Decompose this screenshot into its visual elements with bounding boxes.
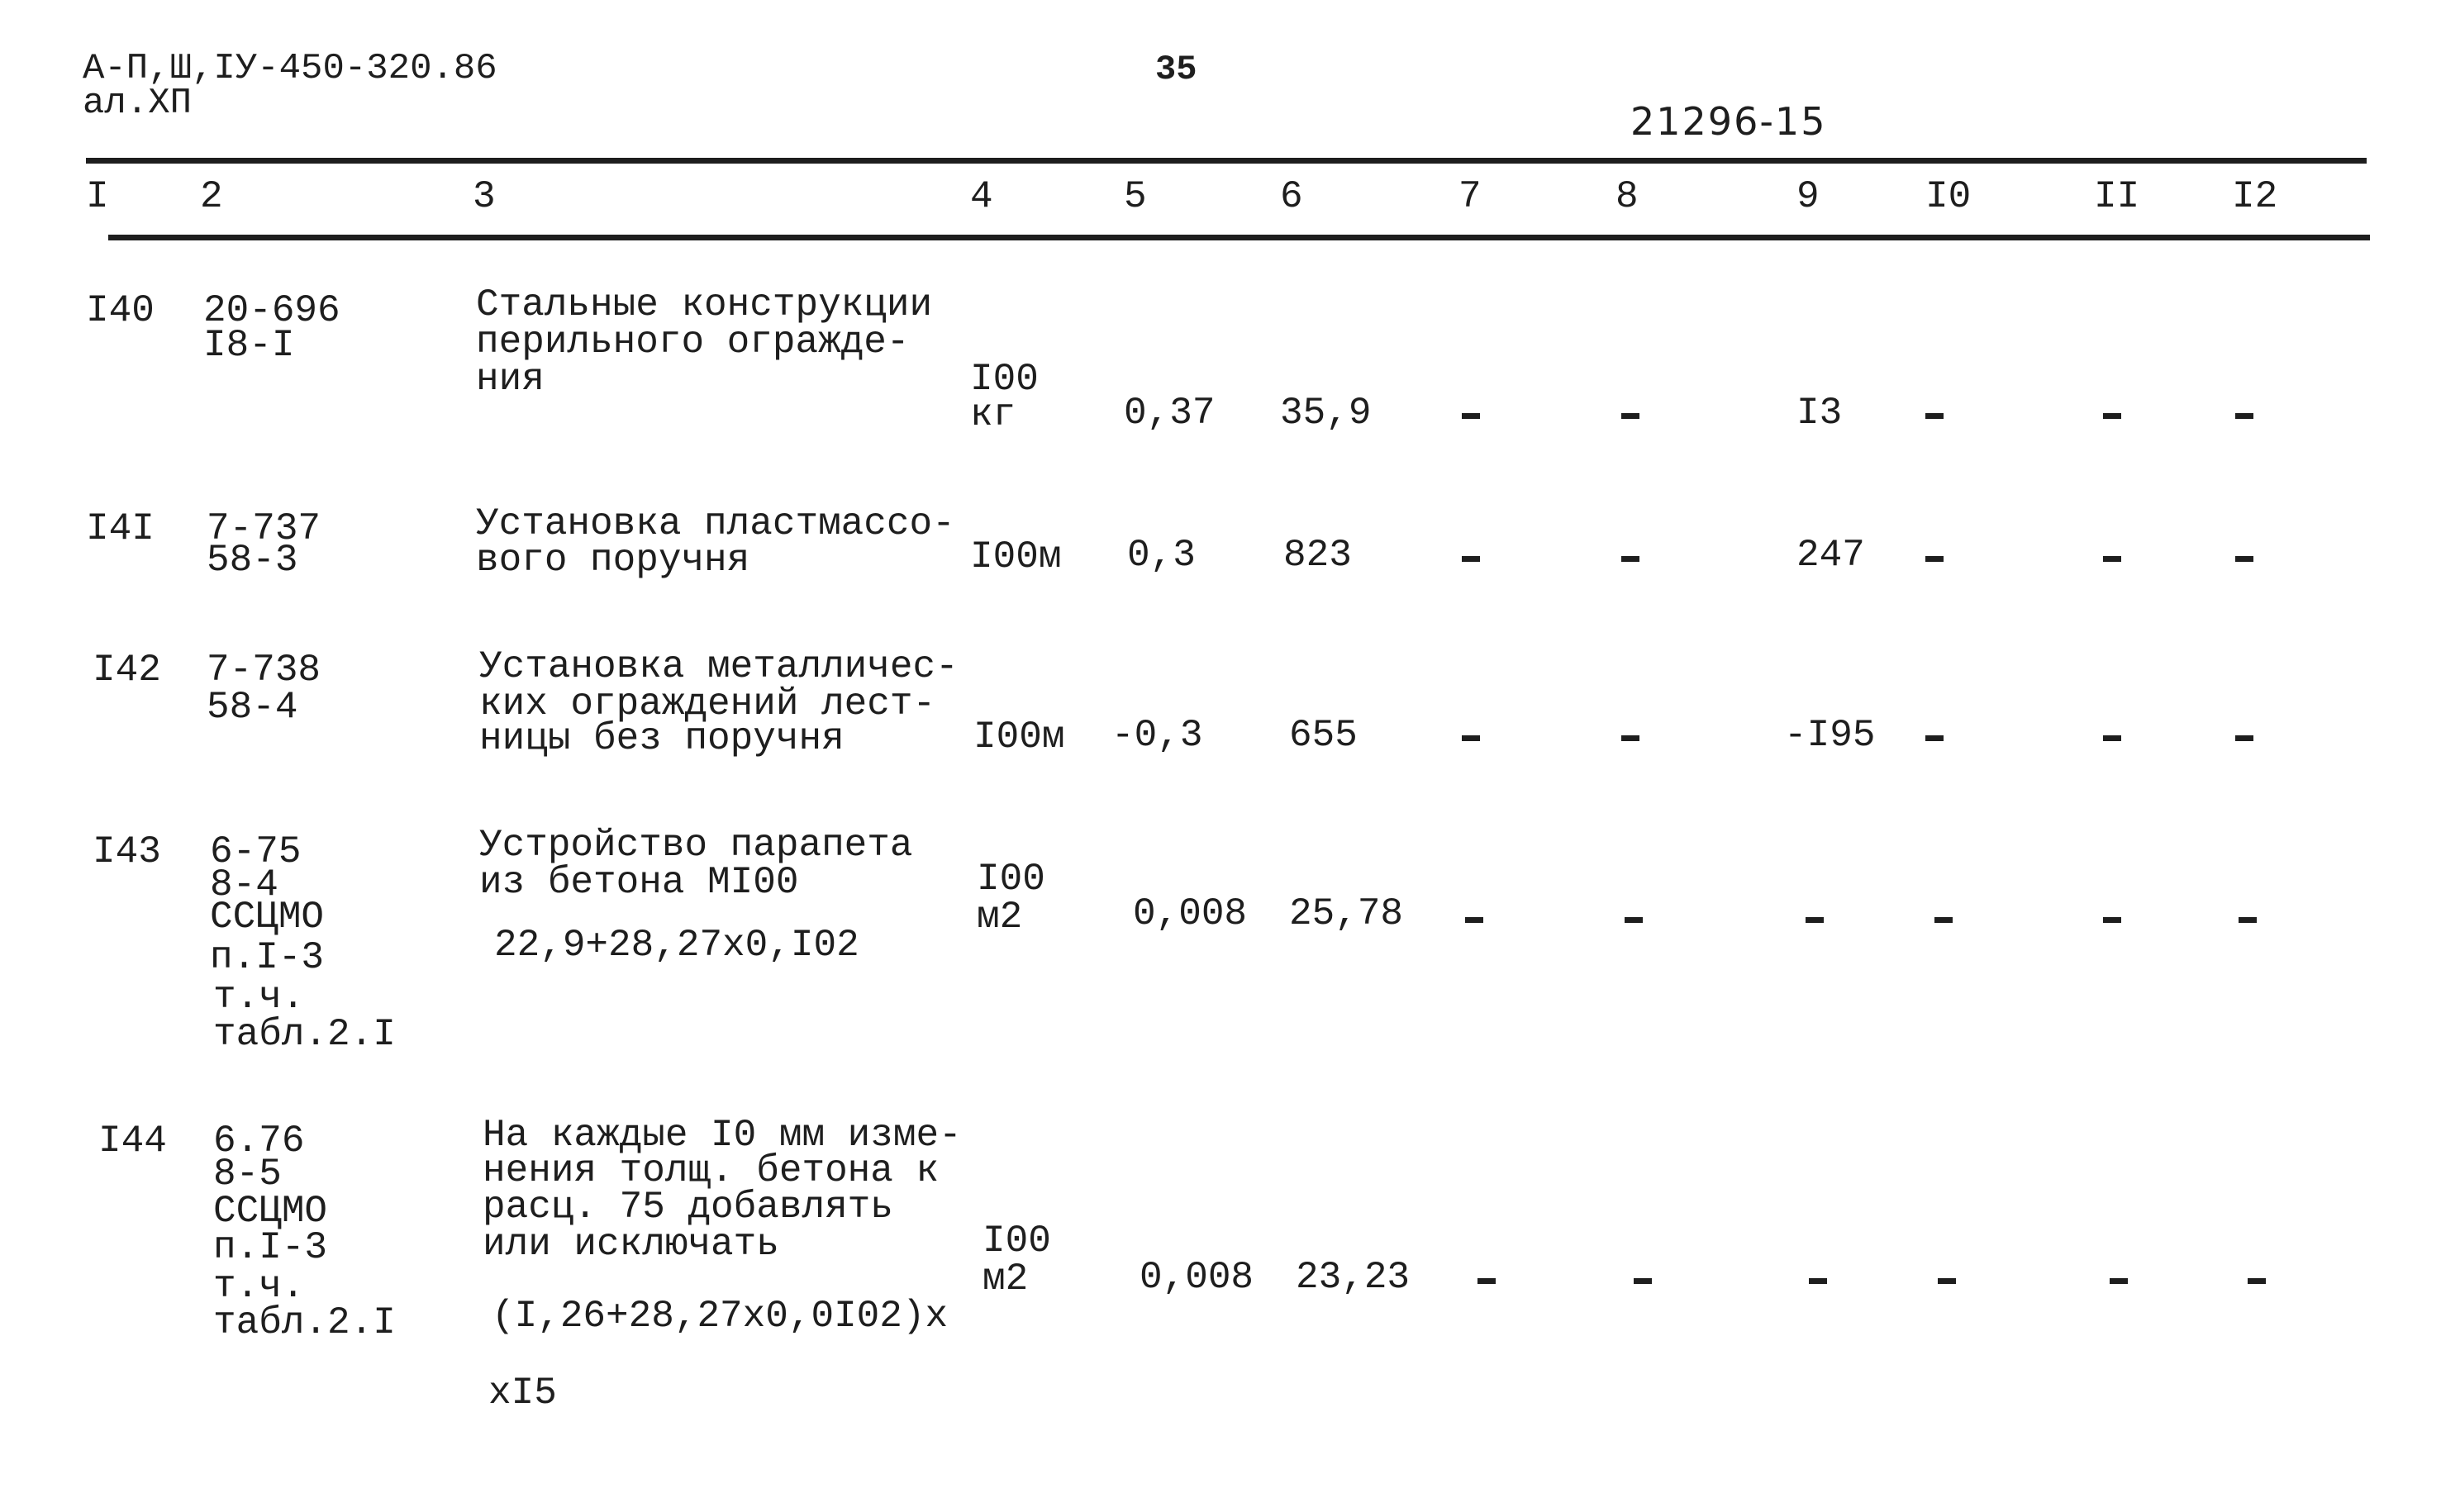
work-description: Стальные конструкции <box>476 283 933 326</box>
norm-code: 58-4 <box>207 686 298 729</box>
column-header: 6 <box>1280 175 1303 218</box>
norm-code: 7-738 <box>207 649 321 692</box>
page-number: 35 <box>1155 50 1197 89</box>
col12-dash <box>2235 413 2253 419</box>
document-code: А-П,Ш,ІУ-450-320.86 <box>83 48 497 89</box>
norm-code: 58-3 <box>207 539 298 582</box>
col8-dash <box>1625 917 1643 923</box>
col9-dash <box>1809 1278 1827 1284</box>
norm-code: табл.2.I <box>213 1301 396 1344</box>
norm-code: 20-696 <box>203 289 340 332</box>
column-header: 3 <box>473 175 496 218</box>
work-description: Установка металличес- <box>479 645 959 688</box>
work-description: ния <box>476 358 545 401</box>
col5-value: 0,3 <box>1127 534 1196 577</box>
column-header: 2 <box>200 175 223 218</box>
col7-dash <box>1465 917 1483 923</box>
norm-code: т.ч. <box>213 1265 305 1308</box>
col5-value: -0,3 <box>1111 714 1203 757</box>
col6-value: 25,78 <box>1289 892 1404 935</box>
col8-dash <box>1621 413 1639 419</box>
unit: I00м <box>973 716 1065 758</box>
col12-dash <box>2248 1278 2266 1284</box>
column-header: I <box>86 175 109 218</box>
column-header: 9 <box>1796 175 1820 218</box>
col11-dash <box>2103 917 2121 923</box>
calculation-formula: 22,9+28,27х0,I02 <box>494 924 859 967</box>
norm-code: 7-737 <box>207 507 321 550</box>
sheet-code: 21296-15 <box>1630 99 1827 144</box>
col11-dash <box>2103 413 2121 419</box>
column-header: 8 <box>1615 175 1639 218</box>
norm-code: 6-75 <box>210 830 302 873</box>
col11-dash <box>2110 1278 2128 1284</box>
column-header: I2 <box>2232 175 2278 218</box>
col11-dash <box>2103 556 2121 562</box>
column-header: 7 <box>1458 175 1482 218</box>
work-description: вого поручня <box>476 539 750 582</box>
column-header: I0 <box>1925 175 1972 218</box>
work-description: или исключать <box>483 1223 779 1266</box>
col7-dash <box>1462 556 1480 562</box>
row-number: I4I <box>86 507 155 550</box>
col12-dash <box>2235 735 2253 741</box>
column-header: II <box>2094 175 2140 218</box>
col6-value: 35,9 <box>1280 392 1372 435</box>
col12-dash <box>2239 917 2257 923</box>
col5-value: 0,37 <box>1124 392 1216 435</box>
col12-dash <box>2235 556 2253 562</box>
norm-code: п.I-3 <box>210 936 325 979</box>
unit: I00 <box>983 1220 1051 1262</box>
col10-dash <box>1925 556 1944 562</box>
norm-code: ССЦМО <box>210 896 325 939</box>
col9-dash <box>1806 917 1824 923</box>
col11-dash <box>2103 735 2121 741</box>
row-number: I44 <box>98 1120 167 1163</box>
col5-value: 0,008 <box>1133 892 1248 935</box>
unit: I00м <box>970 535 1062 578</box>
col7-dash <box>1462 413 1480 419</box>
col9-value: 247 <box>1796 534 1865 577</box>
work-description: На каждые I0 мм изме- <box>483 1114 962 1157</box>
col7-dash <box>1477 1278 1496 1284</box>
work-description: ницы без поручня <box>479 717 845 760</box>
unit: I00 <box>970 358 1039 401</box>
norm-code: 8-4 <box>210 863 278 906</box>
col6-value: 23,23 <box>1296 1256 1411 1299</box>
norm-code: I8-I <box>203 324 295 367</box>
col8-dash <box>1621 735 1639 741</box>
norm-code: 6.76 <box>213 1120 305 1163</box>
album-label: ал.ХП <box>83 83 193 124</box>
norm-code: 8-5 <box>213 1153 282 1196</box>
unit: I00 <box>977 858 1045 901</box>
norm-code: табл.2.I <box>213 1013 396 1056</box>
work-description: Устройство парапета <box>479 824 913 867</box>
work-description: Установка пластмассо- <box>476 502 955 545</box>
col9-value: I3 <box>1796 392 1843 435</box>
column-header: 5 <box>1124 175 1147 218</box>
work-description: ких ограждений лест- <box>479 682 936 725</box>
work-description: из бетона МI00 <box>479 861 799 904</box>
calculation-formula: хI5 <box>488 1372 557 1415</box>
col10-dash <box>1925 413 1944 419</box>
col6-value: 823 <box>1283 534 1352 577</box>
col9-value: -I95 <box>1784 714 1876 757</box>
norm-code: ССЦМО <box>213 1190 328 1233</box>
row-number: I42 <box>93 649 161 692</box>
work-description: нения толщ. бетона к <box>483 1149 940 1192</box>
col10-dash <box>1938 1278 1956 1284</box>
column-header: 4 <box>970 175 993 218</box>
col5-value: 0,008 <box>1140 1256 1254 1299</box>
col10-dash <box>1925 735 1944 741</box>
unit: м2 <box>983 1258 1029 1300</box>
top-rule <box>86 158 2367 164</box>
column-header-rule <box>108 235 2370 240</box>
row-number: I40 <box>86 289 155 332</box>
col7-dash <box>1462 735 1480 741</box>
col8-dash <box>1621 556 1639 562</box>
col8-dash <box>1634 1278 1652 1284</box>
col6-value: 655 <box>1289 714 1358 757</box>
norm-code: п.I-3 <box>213 1226 328 1269</box>
col10-dash <box>1934 917 1953 923</box>
row-number: I43 <box>93 830 161 873</box>
work-description: расц. 75 добавлять <box>483 1186 893 1229</box>
unit: кг <box>970 393 1016 436</box>
unit: м2 <box>977 896 1023 939</box>
work-description: перильного огражде- <box>476 321 910 364</box>
norm-code: т.ч. <box>213 976 305 1019</box>
calculation-formula: (I,26+28,27х0,0I02)х <box>492 1295 949 1338</box>
